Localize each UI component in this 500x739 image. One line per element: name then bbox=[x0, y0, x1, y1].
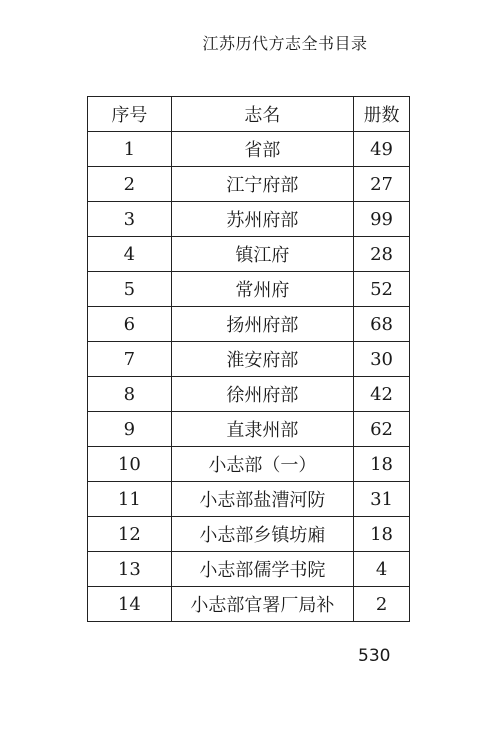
table-row bbox=[88, 237, 410, 272]
table-body bbox=[88, 132, 410, 622]
volume-count-cell: 4 bbox=[354, 552, 410, 587]
volume-count-cell: 49 bbox=[354, 132, 410, 167]
table-row bbox=[88, 587, 410, 622]
serial-number-cell: 12 bbox=[88, 517, 172, 552]
gazetteer-name-cell: 徐州府部 bbox=[171, 377, 353, 412]
gazetteer-name-cell: 省部 bbox=[171, 132, 353, 167]
table-row bbox=[88, 552, 410, 587]
serial-number-cell: 6 bbox=[88, 307, 172, 342]
table-row bbox=[88, 482, 410, 517]
table-row bbox=[88, 272, 410, 307]
table-row bbox=[88, 307, 410, 342]
table-row bbox=[88, 377, 410, 412]
serial-number-cell: 11 bbox=[88, 482, 172, 517]
header-gazetteer-name: 志名 bbox=[171, 97, 353, 132]
volume-count-cell: 52 bbox=[354, 272, 410, 307]
gazetteer-name-cell: 小志部（一） bbox=[171, 447, 353, 482]
serial-number-cell: 10 bbox=[88, 447, 172, 482]
gazetteer-name-cell: 小志部乡镇坊廂 bbox=[171, 517, 353, 552]
serial-number-cell: 2 bbox=[88, 167, 172, 202]
gazetteer-name-cell: 小志部官署厂局补 bbox=[171, 587, 353, 622]
page-number: 530 bbox=[358, 646, 391, 666]
gazetteer-name-cell: 直隶州部 bbox=[171, 412, 353, 447]
table-row bbox=[88, 202, 410, 237]
serial-number-cell: 5 bbox=[88, 272, 172, 307]
gazetteer-name-cell: 常州府 bbox=[171, 272, 353, 307]
table-row bbox=[88, 447, 410, 482]
serial-number-cell: 13 bbox=[88, 552, 172, 587]
table-row bbox=[88, 342, 410, 377]
serial-number-cell: 8 bbox=[88, 377, 172, 412]
serial-number-cell: 3 bbox=[88, 202, 172, 237]
catalog-table bbox=[87, 96, 410, 622]
volume-count-cell: 42 bbox=[354, 377, 410, 412]
serial-number-cell: 4 bbox=[88, 237, 172, 272]
volume-count-cell: 62 bbox=[354, 412, 410, 447]
serial-number-cell: 7 bbox=[88, 342, 172, 377]
gazetteer-name-cell: 扬州府部 bbox=[171, 307, 353, 342]
volume-count-cell: 30 bbox=[354, 342, 410, 377]
table-row bbox=[88, 167, 410, 202]
volume-count-cell: 18 bbox=[354, 447, 410, 482]
header-serial-number: 序号 bbox=[88, 97, 172, 132]
table-row bbox=[88, 517, 410, 552]
gazetteer-name-cell: 江宁府部 bbox=[171, 167, 353, 202]
serial-number-cell: 1 bbox=[88, 132, 172, 167]
table-row bbox=[88, 412, 410, 447]
table-header-row bbox=[88, 97, 410, 132]
gazetteer-name-cell: 苏州府部 bbox=[171, 202, 353, 237]
gazetteer-name-cell: 镇江府 bbox=[171, 237, 353, 272]
volume-count-cell: 68 bbox=[354, 307, 410, 342]
volume-count-cell: 99 bbox=[354, 202, 410, 237]
volume-count-cell: 2 bbox=[354, 587, 410, 622]
page-title: 江苏历代方志全书目录 bbox=[202, 34, 368, 53]
volume-count-cell: 18 bbox=[354, 517, 410, 552]
table-row bbox=[88, 132, 410, 167]
header-volume-count: 册数 bbox=[354, 97, 410, 132]
gazetteer-name-cell: 小志部儒学书院 bbox=[171, 552, 353, 587]
volume-count-cell: 27 bbox=[354, 167, 410, 202]
gazetteer-name-cell: 淮安府部 bbox=[171, 342, 353, 377]
volume-count-cell: 31 bbox=[354, 482, 410, 517]
serial-number-cell: 14 bbox=[88, 587, 172, 622]
volume-count-cell: 28 bbox=[354, 237, 410, 272]
serial-number-cell: 9 bbox=[88, 412, 172, 447]
gazetteer-name-cell: 小志部盐漕河防 bbox=[171, 482, 353, 517]
